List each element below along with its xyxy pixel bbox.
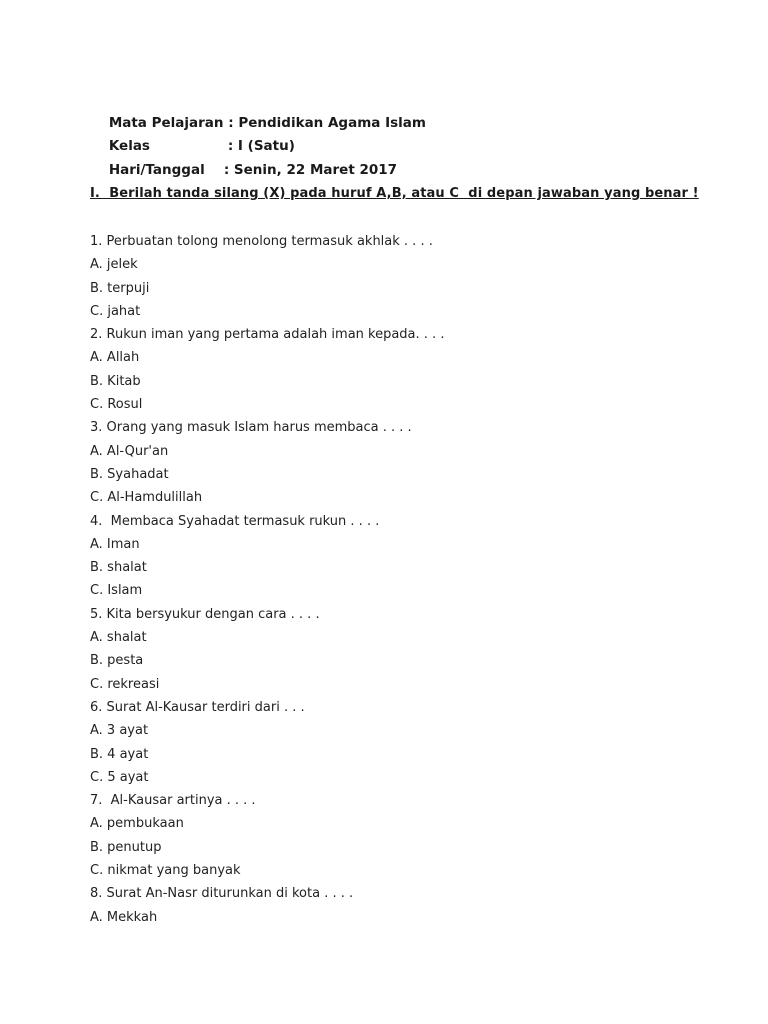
answer-option: A. pembukaan [90, 816, 184, 832]
answer-option: B. Kitab [90, 373, 141, 389]
answer-option: B. pesta [90, 653, 144, 669]
subject-separator: : [223, 115, 239, 131]
subject-value: Pendidikan Agama Islam [238, 115, 426, 131]
class-value: I (Satu) [237, 138, 295, 154]
answer-option: A. jelek [90, 257, 138, 273]
answer-option: C. nikmat yang banyak [90, 863, 241, 879]
answer-option: C. Rosul [90, 397, 143, 413]
class-separator: : [227, 138, 238, 154]
date-value: Senin, 22 Maret 2017 [233, 162, 398, 178]
question-text: 6. Surat Al-Kausar terdiri dari . . . [90, 699, 305, 715]
answer-option: C. rekreasi [90, 676, 160, 692]
date-label: Hari/Tanggal [108, 162, 205, 178]
answer-option: C. 5 ayat [90, 769, 149, 785]
question-text: 4. Membaca Syahadat termasuk rukun . . . . [90, 513, 380, 529]
question-text: 5. Kita bersyukur dengan cara . . . . [90, 606, 320, 622]
question-text: 7. Al-Kausar artinya . . . . [90, 793, 256, 809]
subject-line [90, 89, 426, 131]
answer-option: A. Mekkah [90, 909, 158, 925]
class-line [90, 112, 295, 154]
answer-option: B. shalat [90, 560, 147, 576]
question-list [90, 230, 444, 929]
date-separator: : [223, 162, 234, 178]
answer-option: C. Islam [90, 583, 143, 599]
answer-option: A. Allah [90, 350, 140, 366]
date-line [90, 136, 398, 178]
answer-option: C. jahat [90, 303, 141, 319]
question-text: 8. Surat An-Nasr diturunkan di kota . . . . [90, 886, 354, 902]
answer-option: C. Al-Hamdulillah [90, 490, 203, 506]
answer-option: A. Al-Qur'an [90, 443, 169, 459]
subject-label: Mata Pelajaran [108, 115, 224, 131]
question-text: 1. Perbuatan tolong menolong termasuk akhlak . . . . [90, 234, 433, 249]
question-text: 2. Rukun iman yang pertama adalah iman kepada. . . . [90, 327, 445, 343]
answer-option: B. Syahadat [90, 466, 169, 482]
class-label: Kelas [108, 138, 150, 154]
answer-option: A. Iman [90, 536, 140, 552]
section-instruction: I. Berilah tanda silang (X) pada huruf A,B, atau C di depan jawaban yang benar ! [90, 186, 699, 201]
answer-option: A. shalat [90, 630, 147, 646]
answer-option: B. penutup [90, 839, 162, 855]
answer-option: B. terpuji [90, 280, 150, 296]
question-text: 3. Orang yang masuk Islam harus membaca . . . . [90, 420, 412, 436]
answer-option: A. 3 ayat [90, 723, 149, 739]
answer-option: B. 4 ayat [90, 746, 149, 762]
